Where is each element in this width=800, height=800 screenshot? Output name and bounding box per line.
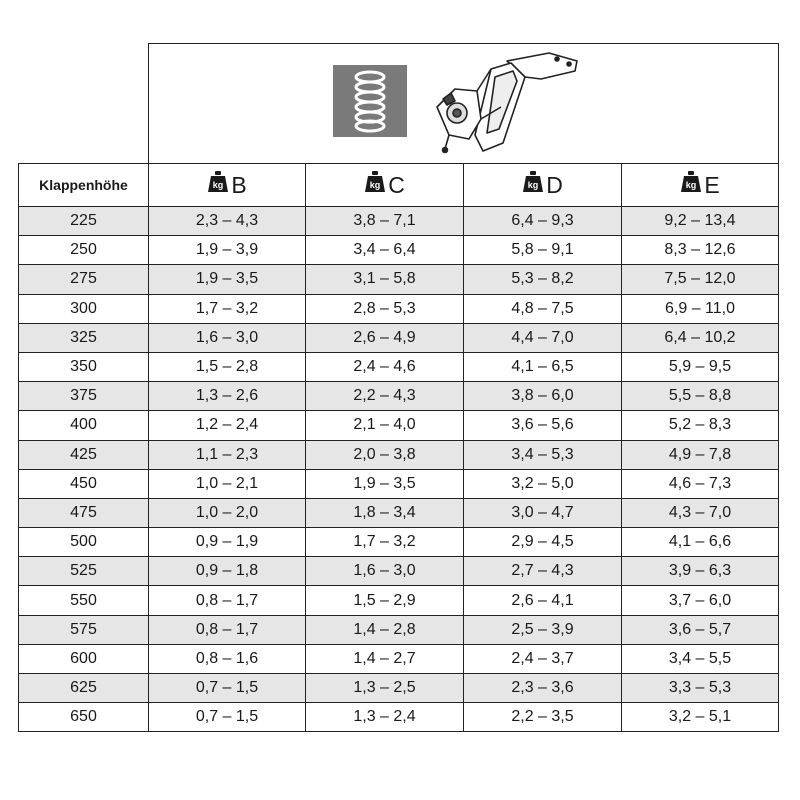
empty-corner-cell	[19, 44, 149, 164]
table-row	[19, 469, 779, 498]
cell-weight-range-c: 3,8 – 7,1	[306, 207, 464, 236]
cell-weight-range-b: 2,3 – 4,3	[149, 207, 306, 236]
cell-klappenhoehe: 475	[19, 498, 149, 527]
cell-klappenhoehe: 500	[19, 528, 149, 557]
table-row	[19, 294, 779, 323]
table-row	[19, 674, 779, 703]
cell-weight-range-d: 2,7 – 4,3	[464, 557, 622, 586]
cell-weight-range-b: 1,9 – 3,9	[149, 236, 306, 265]
cell-klappenhoehe: 525	[19, 557, 149, 586]
weight-table	[18, 43, 779, 732]
svg-text:kg: kg	[213, 180, 224, 190]
cell-weight-range-e: 3,3 – 5,3	[622, 674, 779, 703]
cell-weight-range-b: 0,9 – 1,8	[149, 557, 306, 586]
cell-klappenhoehe: 575	[19, 615, 149, 644]
cell-weight-range-d: 2,4 – 3,7	[464, 644, 622, 673]
table-row	[19, 557, 779, 586]
table-row	[19, 615, 779, 644]
cell-weight-range-e: 6,9 – 11,0	[622, 294, 779, 323]
cell-weight-range-d: 3,0 – 4,7	[464, 498, 622, 527]
cell-weight-range-c: 1,8 – 3,4	[306, 498, 464, 527]
cell-weight-range-e: 3,9 – 6,3	[622, 557, 779, 586]
cell-klappenhoehe: 275	[19, 265, 149, 294]
svg-text:kg: kg	[369, 180, 381, 190]
table-row	[19, 528, 779, 557]
cell-klappenhoehe: 625	[19, 674, 149, 703]
cell-weight-range-b: 1,9 – 3,5	[149, 265, 306, 294]
table-row	[19, 644, 779, 673]
cell-weight-range-b: 1,0 – 2,1	[149, 469, 306, 498]
cell-weight-range-b: 1,0 – 2,0	[149, 498, 306, 527]
table-row	[19, 323, 779, 352]
cell-weight-range-e: 4,1 – 6,6	[622, 528, 779, 557]
cell-weight-range-e: 3,7 – 6,0	[622, 586, 779, 615]
cell-weight-range-b: 1,5 – 2,8	[149, 352, 306, 381]
row-header-klappenhoehe: Klappenhöhe	[19, 164, 149, 207]
cell-klappenhoehe: 325	[19, 323, 149, 352]
table-row	[19, 352, 779, 381]
cell-klappenhoehe: 350	[19, 352, 149, 381]
cell-weight-range-c: 2,2 – 4,3	[306, 382, 464, 411]
cell-weight-range-e: 4,6 – 7,3	[622, 469, 779, 498]
cell-weight-range-b: 0,7 – 1,5	[149, 674, 306, 703]
weight-icon	[522, 171, 544, 199]
cell-klappenhoehe: 300	[19, 294, 149, 323]
cell-weight-range-e: 3,6 – 5,7	[622, 615, 779, 644]
column-header-c: kg C	[306, 164, 464, 207]
svg-text:kg: kg	[527, 180, 539, 190]
hinge-mechanism-icon	[429, 47, 579, 160]
table-row	[19, 498, 779, 527]
product-image-cell	[149, 44, 779, 164]
cell-weight-range-d: 3,2 – 5,0	[464, 469, 622, 498]
cell-weight-range-d: 3,6 – 5,6	[464, 411, 622, 440]
weight-icon	[364, 171, 386, 199]
cell-weight-range-d: 2,9 – 4,5	[464, 528, 622, 557]
table-row	[19, 236, 779, 265]
cell-klappenhoehe: 600	[19, 644, 149, 673]
table-row	[19, 265, 779, 294]
table-row	[19, 440, 779, 469]
table-row	[19, 382, 779, 411]
table-row	[19, 207, 779, 236]
cell-weight-range-c: 2,4 – 4,6	[306, 352, 464, 381]
cell-weight-range-b: 1,7 – 3,2	[149, 294, 306, 323]
cell-klappenhoehe: 225	[19, 207, 149, 236]
cell-weight-range-e: 5,5 – 8,8	[622, 382, 779, 411]
cell-weight-range-c: 3,1 – 5,8	[306, 265, 464, 294]
cell-weight-range-b: 0,8 – 1,7	[149, 615, 306, 644]
cell-weight-range-c: 3,4 – 6,4	[306, 236, 464, 265]
cell-weight-range-c: 1,6 – 3,0	[306, 557, 464, 586]
cell-klappenhoehe: 400	[19, 411, 149, 440]
column-header-b: kg B	[149, 164, 306, 207]
column-header-d: kg D	[464, 164, 622, 207]
cell-weight-range-c: 1,3 – 2,5	[306, 674, 464, 703]
cell-weight-range-d: 3,4 – 5,3	[464, 440, 622, 469]
cell-weight-range-c: 2,0 – 3,8	[306, 440, 464, 469]
cell-weight-range-d: 2,6 – 4,1	[464, 586, 622, 615]
cell-weight-range-c: 1,4 – 2,7	[306, 644, 464, 673]
cell-weight-range-b: 0,8 – 1,7	[149, 586, 306, 615]
cell-weight-range-c: 1,5 – 2,9	[306, 586, 464, 615]
cell-weight-range-e: 5,2 – 8,3	[622, 411, 779, 440]
table-row	[19, 411, 779, 440]
column-header-e: kg E	[622, 164, 779, 207]
cell-weight-range-c: 1,3 – 2,4	[306, 703, 464, 732]
cell-weight-range-e: 7,5 – 12,0	[622, 265, 779, 294]
cell-weight-range-e: 4,9 – 7,8	[622, 440, 779, 469]
cell-weight-range-e: 3,2 – 5,1	[622, 703, 779, 732]
cell-klappenhoehe: 550	[19, 586, 149, 615]
cell-weight-range-e: 3,4 – 5,5	[622, 644, 779, 673]
cell-weight-range-b: 1,6 – 3,0	[149, 323, 306, 352]
cell-weight-range-d: 3,8 – 6,0	[464, 382, 622, 411]
cell-weight-range-b: 1,2 – 2,4	[149, 411, 306, 440]
cell-weight-range-e: 5,9 – 9,5	[622, 352, 779, 381]
cell-klappenhoehe: 450	[19, 469, 149, 498]
cell-weight-range-c: 2,8 – 5,3	[306, 294, 464, 323]
cell-weight-range-c: 1,4 – 2,8	[306, 615, 464, 644]
cell-weight-range-b: 1,1 – 2,3	[149, 440, 306, 469]
cell-weight-range-d: 5,8 – 9,1	[464, 236, 622, 265]
cell-weight-range-b: 0,8 – 1,6	[149, 644, 306, 673]
weight-icon	[680, 171, 702, 199]
cell-weight-range-d: 6,4 – 9,3	[464, 207, 622, 236]
weight-table-container	[18, 43, 779, 732]
cell-weight-range-c: 2,1 – 4,0	[306, 411, 464, 440]
weight-icon	[207, 171, 229, 199]
table-row	[19, 586, 779, 615]
cell-weight-range-d: 5,3 – 8,2	[464, 265, 622, 294]
cell-weight-range-d: 2,3 – 3,6	[464, 674, 622, 703]
cell-weight-range-b: 0,9 – 1,9	[149, 528, 306, 557]
cell-weight-range-c: 2,6 – 4,9	[306, 323, 464, 352]
cell-klappenhoehe: 425	[19, 440, 149, 469]
svg-text:kg: kg	[686, 180, 697, 190]
cell-klappenhoehe: 250	[19, 236, 149, 265]
cell-weight-range-e: 6,4 – 10,2	[622, 323, 779, 352]
cell-weight-range-e: 4,3 – 7,0	[622, 498, 779, 527]
cell-klappenhoehe: 375	[19, 382, 149, 411]
cell-weight-range-d: 4,4 – 7,0	[464, 323, 622, 352]
spring-icon	[333, 65, 407, 142]
cell-weight-range-d: 2,5 – 3,9	[464, 615, 622, 644]
cell-weight-range-c: 1,9 – 3,5	[306, 469, 464, 498]
cell-weight-range-b: 0,7 – 1,5	[149, 703, 306, 732]
cell-weight-range-b: 1,3 – 2,6	[149, 382, 306, 411]
cell-weight-range-e: 8,3 – 12,6	[622, 236, 779, 265]
cell-weight-range-d: 2,2 – 3,5	[464, 703, 622, 732]
cell-weight-range-e: 9,2 – 13,4	[622, 207, 779, 236]
table-row	[19, 703, 779, 732]
cell-klappenhoehe: 650	[19, 703, 149, 732]
cell-weight-range-d: 4,8 – 7,5	[464, 294, 622, 323]
cell-weight-range-c: 1,7 – 3,2	[306, 528, 464, 557]
cell-weight-range-d: 4,1 – 6,5	[464, 352, 622, 381]
